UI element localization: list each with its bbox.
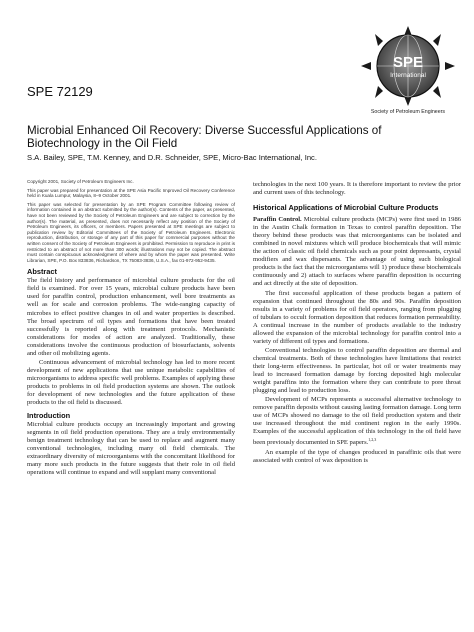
introduction-heading: Introduction: [27, 411, 71, 421]
paraffin-paragraph-3: Conventional technologies to control paraffin deposition are thermal and chemical treatments. Both of these technologies have limitations that restrict their long-term effectiveness. In particular, hot oil or water treatments may lead to increased formation damage by forcing deposited high molecular weight paraffins into the formation where they can contribute to pore throat plugging and lead to production loss.: [253, 346, 461, 395]
logo-text-international: International: [390, 72, 426, 79]
paraffin-paragraph-5: An example of the type of changes produced in paraffinic oils that were associated with control of wax deposition is: [253, 448, 461, 464]
abstract-paragraph-1: The field history and performance of microbial culture products for the oil field is examined. For over 15 years, microbial culture products have been used for paraffin control, production enhancement, well bore treatments as well as for scale and corrosion problems. The wide-ranging capacity of microbes to effect positive changes in oil and water properties is described. The broad spectrum of oil types and formations that have been treated successfully is reported along with treatment protocols. Mechanistic considerations for modes of action are analyzed. Traditionally, these considerations involve the continuous production of biosurfactants, solvents and other oil mobilizing agents.: [27, 277, 235, 357]
paraffin-paragraph-2: The first successful application of these products began a pattern of expansion that continued throughout the 80s and 90s. Paraffin deposition results in a variety of problems for oil field operators, ranging from plugging of tubulars to occult formation deposition that reduces formation permeability. A continual increase in the number of products available to the industry allowed the expansion of the microbial technology for paraffin control into a variety of different oil types and formations.: [253, 289, 461, 345]
paper-number: SPE 72129: [27, 84, 93, 99]
paraffin-run-in-heading: Paraffin Control.: [253, 216, 302, 224]
copyright-notice: This paper was selected for presentation by an SPE Program Committee following review of information contained in an abstract submitted by the author(s). Contents of the paper, as presented, have not been reviewed by the Society of Petroleum Engineers and are subject to correction by the author(s). The material, as presented, does not necessarily reflect any position of the Society of Petroleum Engineers, its officers, or members. Papers presented at SPE meetings are subject to publication review by Editorial Committees of the Society of Petroleum Engineers. Electronic reproduction, distribution, or storage of any part of this paper for commercial purposes without the written consent of the Society of Petroleum Engineers is prohibited. Permission to reproduce in print is restricted to an abstract of not more than 300 words; illustrations may not be copied. The abstract must contain conspicuous acknowledgment of where and by whom the paper was presented. Write Librarian, SPE, P.O. Box 833836, Richardson, TX 75083-3836, U.S.A., fax 01-972-952-9435.: [27, 201, 235, 263]
logo-text-spe: SPE: [392, 54, 424, 71]
paraffin-paragraph-1: [253, 216, 461, 288]
left-column: [27, 179, 235, 478]
spe-globe-icon: [357, 22, 459, 110]
reference-markers: 1,2,3: [368, 437, 377, 443]
copyright-line: Copyright 2001, Society of Petroleum Engineers Inc.: [27, 179, 134, 184]
paraffin-text-1: Microbial culture products (MCPs) were first used in 1986 in the Austin Chalk formation in Texas to control paraffin deposition. The theory behind these products was that microorganisms can be isolated and combined in novel mixtures which will produce biochemicals that will mimic the action of classic oil field chemicals such as pour point depressants, crystal modifiers and wax dispersants. The advantage of using such biological products is the fact that the microorganisms will 1) produce these biochemicals continuously and 2) attach to surfaces where paraffin deposition is occurring and act directly at the site of deposition.: [253, 216, 462, 288]
paraffin-text-4: Development of MCPs represents a successful alternative technology to remove paraffin deposits without causing lasting formation damage. Long term use of MCPs showed no damage to the oil field production system and their use increased throughout the mid continent region in the early 1990s. Examples of the successful application of this technology in the oil field have been previously documented in SPE papers.: [253, 396, 461, 447]
right-column: [253, 181, 461, 466]
spe-logo: [357, 22, 459, 110]
introduction-paragraph-1: Microbial culture products occupy an increasingly important and growing segments in oil field production operations. They are a truly environmentally benign treatment technology that can be used to replace and augment many conventional technologies, including many oil field chemicals. The extraordinary diversity of microorganisms with the concomitant likelihood for many more such products in the future suggests that their role in oil field operations will continue to expand and will supplant many conventional: [27, 421, 235, 477]
conference-note: This paper was prepared for presentation at the SPE Asia Pacific Improved Oil Recovery Conference held in Kuala Lumpur, Malaysia, 8–9 October 2001.: [27, 187, 235, 199]
paper-title: Microbial Enhanced Oil Recovery: Diverse Successful Applications of Biotechnology in the Oil Field: [27, 124, 382, 150]
authors: S.A. Bailey, SPE, T.M. Kenney, and D.R. Schneider, SPE, Micro-Bac International, Inc.: [27, 153, 317, 162]
abstract-heading: Abstract: [27, 267, 57, 277]
historical-heading: Historical Applications of Microbial Culture Products: [253, 203, 439, 213]
abstract-paragraph-2: Continuous advancement of microbial technology has led to more recent development of new applications that use unique metabolic capabilities of microorganisms to address specific well problems. Examples of applying these products to problems in oil field production systems are shown. The outlook for development of new technologies and the future application of these products to the oil field is discussed.: [27, 358, 235, 407]
logo-caption: Society of Petroleum Engineers: [370, 109, 446, 115]
continued-paragraph: technologies in the next 100 years. It is therefore important to review the prior and current uses of this technology.: [253, 181, 461, 197]
paraffin-paragraph-4: [253, 396, 461, 447]
